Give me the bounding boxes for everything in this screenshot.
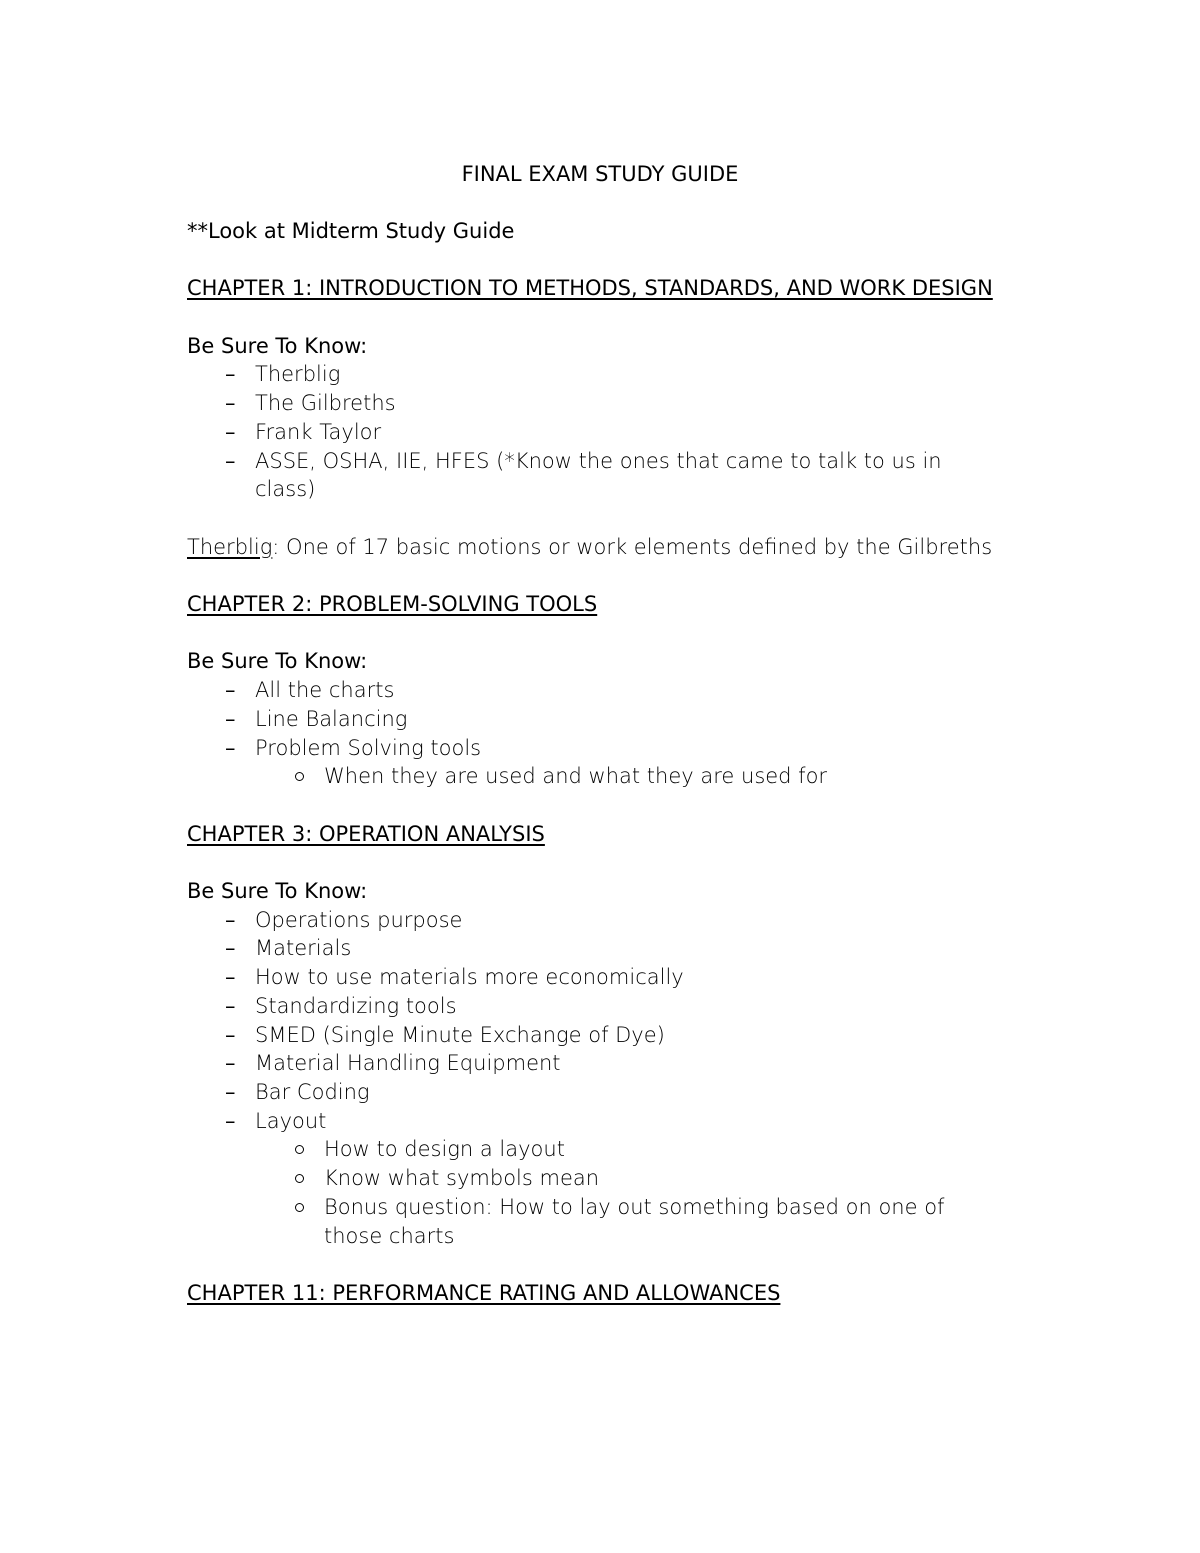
chapter-1-know-label: Be Sure To Know: [187,333,368,358]
dash-bullet-icon: – [225,1079,236,1104]
document-body [187,217,1007,1308]
list-item: – Therblig [187,360,1007,389]
list-item: – Layout How to design a layout Know what symbols mean Bonus question: How to lay out something based on one of those charts [187,1107,1007,1251]
list-item: – ASSE, OSHA, IIE, HFES (*Know the ones that came to talk to us in class) [225,448,942,502]
chapter-1-list [187,360,1007,504]
sub-list-item: Bonus question: How to lay out something based on one of those charts [255,1193,1007,1250]
chapter-11-heading: CHAPTER 11: PERFORMANCE RATING AND ALLOWANCES [187,1280,781,1305]
list-item: – How to use materials more economically [187,963,1007,992]
list-item: – Standardizing tools [187,992,1007,1021]
dash-bullet-icon: – [225,678,236,703]
chapter-2-list [187,676,1007,791]
sub-list-item: When they are used and what they are used for [255,762,1007,791]
list-item: – Material Handling Equipment [187,1049,1007,1078]
list-item: – All the charts [187,676,1007,705]
list-item: – Materials [187,934,1007,963]
chapter-3-know-label: Be Sure To Know: [187,879,368,904]
dash-bullet-icon: – [225,1022,236,1047]
list-item: – Problem Solving tools When they are used and what they are used for [187,734,1007,791]
midterm-note: **Look at Midterm Study Guide [187,219,515,243]
chapter-3-list [187,906,1007,1250]
list-item: – Frank Taylor [187,418,1007,447]
dash-bullet-icon: – [225,448,236,473]
circle-bullet-icon [295,1145,304,1154]
circle-bullet-icon [295,1174,304,1183]
list-item: – The Gilbreths [187,389,1007,418]
circle-bullet-icon [295,772,304,781]
dash-bullet-icon: – [225,706,236,731]
circle-bullet-icon [295,1203,304,1212]
dash-bullet-icon: – [225,993,236,1018]
chapter-2-heading: CHAPTER 2: PROBLEM-SOLVING TOOLS [187,592,598,617]
sub-list [255,1135,1007,1250]
sub-list [255,762,1007,791]
sub-list-item: Know what symbols mean [255,1164,1007,1193]
dash-bullet-icon: – [225,362,236,387]
definition-text: : One of 17 basic motions or work elements defined by the Gilbreths [272,534,993,559]
chapter-2-know-label: Be Sure To Know: [187,649,368,674]
dash-bullet-icon: – [225,965,236,990]
dash-bullet-icon: – [225,936,236,961]
dash-bullet-icon: – [225,735,236,760]
dash-bullet-icon: – [225,391,236,416]
document-title: FINAL EXAM STUDY GUIDE [461,162,739,186]
list-item: – Bar Coding [187,1078,1007,1107]
sub-list-item: How to design a layout [255,1135,1007,1164]
dash-bullet-icon: – [225,907,236,932]
list-item: – Line Balancing [187,705,1007,734]
definition-term: Therblig [187,534,273,559]
chapter-1-heading: CHAPTER 1: INTRODUCTION TO METHODS, STANDARDS, AND WORK DESIGN [187,276,993,301]
dash-bullet-icon: – [225,419,236,444]
dash-bullet-icon: – [225,1108,236,1133]
dash-bullet-icon: – [225,1051,236,1076]
list-item: – SMED (Single Minute Exchange of Dye) [187,1021,1007,1050]
list-item: – Operations purpose [187,906,1007,935]
chapter-3-heading: CHAPTER 3: OPERATION ANALYSIS [187,821,545,846]
therblig-definition [187,533,1007,562]
